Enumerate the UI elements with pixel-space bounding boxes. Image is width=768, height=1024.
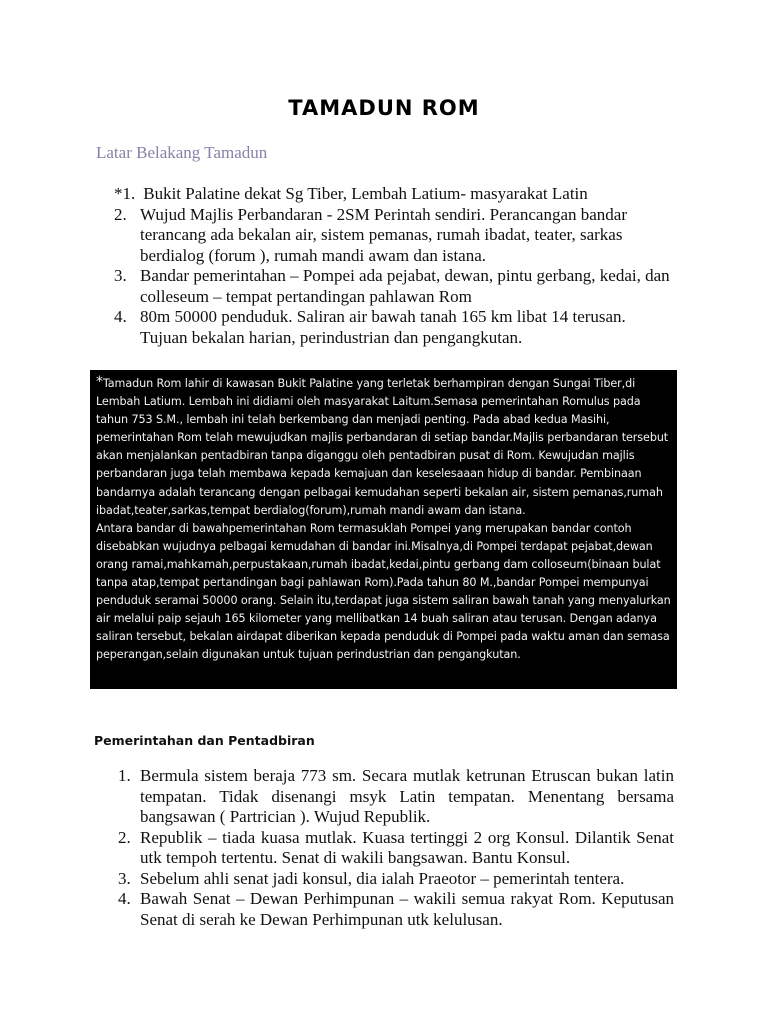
list-item-text: Bermula sistem beraja 773 sm. Secara mutlak ketrunan Etruscan bukan latin tempatan. Tidak disenangi msyk Latin tempatan. Menentang bersama bangsawan ( Partrician ). Wujud Republik. <box>140 766 674 826</box>
list-item-number: 2. <box>114 204 127 224</box>
section-heading-latar-belakang: Latar Belakang Tamadun <box>96 143 268 162</box>
list-item-text: Republik – tiada kuasa mutlak. Kuasa tertinggi 2 org Konsul. Dilantik Senat utk tempoh tertentu. Senat di wakili bangsawan. Bantu Konsul. <box>140 827 674 867</box>
list-item <box>114 184 674 205</box>
list-item-number: 4. <box>114 307 127 326</box>
pemerintahan-list <box>118 766 674 930</box>
list-item-number: 3. <box>114 266 127 285</box>
list-item-text: Bukit Palatine dekat Sg Tiber, Lembah Latium- masyarakat Latin <box>143 184 588 203</box>
list-item <box>118 828 674 869</box>
list-item <box>114 307 674 348</box>
list-item-text: Wujud Majlis Perbandaran - 2SM Perintah sendiri. Perancangan bandar terancang ada bekalan air, sistem pemanas, rumah ibadat, teater, sarkas berdialog (forum ), rumah mandi awam dan istana. <box>140 204 627 265</box>
document-title: TAMADUN ROM <box>288 96 480 120</box>
list-item-number: 1. <box>118 766 131 785</box>
note-paragraph <box>96 375 671 520</box>
list-item-text: Bawah Senat – Dewan Perhimpunan – wakili semua rakyat Rom. Keputusan Senat di serah ke Dewan Perhimpunan utk kelulusan. <box>140 889 674 929</box>
list-item-text: 80m 50000 penduduk. Saliran air bawah tanah 165 km libat 14 terusan. Tujuan bekalan harian, perindustrian dan pengangkutan. <box>140 307 626 347</box>
list-item-number: 3. <box>118 868 131 888</box>
note-paragraph-text: Tamadun Rom lahir di kawasan Bukit Palatine yang terletak berhampiran dengan Sungai Tiber,di Lembah Latium. Lembah ini didiami oleh masyarakat Laitum.Semasa pemerintahan Romulus pada tahun 753 S.M., lembah ini telah berkembang dan menjadi penting. Pada abad kedua Masihi, pemerintahan Rom telah mewujudkan majlis perbandaran di setiap bandar.Majlis perbandaran tersebut akan menjalankan pentadbiran tanpa diganggu oleh pentadbiran pusat di Rom. Kewujudan majlis perbandaran juga telah membawa kepada kemajuan dan keselesaaan hidup di bandar. Pembinaan bandarnya adalah terancang dengan pelbagai kemudahan seperti bekalan air, sistem pemanas,rumah ibadat,teater,sarkas,tempat berdialog(forum),rumah mandi awam dan istana. <box>96 377 669 517</box>
list-item-number: 2. <box>118 827 131 847</box>
note-paragraph: Antara bandar di bawahpemerintahan Rom termasuklah Pompei yang merupakan bandar contoh disebabkan wujudnya pelbagai kemudahan di bandar ini.Misalnya,di Pompei terdapat pejabat,dewan orang ramai,mahkamah,perpustakaan,rumah ibadat,kedai,pintu gerbang dam colloseum(binaan bulat tanpa atap,tempat pertandingan bagi pahlawan Rom).Pada tahun 80 M.,bandar Pompei mempunyai penduduk seramai 50000 orang. Selain itu,terdapat juga sistem saliran bawah tanah yang menyalurkan air melalui paip sejauh 165 kilometer yang mellibatkan 14 buah saliran atau terusan. Dengan adanya saliran tersebut, bekalan airdapat diberikan kepada penduduk di Pompei pada waktu aman dan semasa peperangan,selain digunakan untuk tujuan perindustrian dan pengangkutan. <box>96 521 671 662</box>
list-item <box>114 266 674 307</box>
section-heading-pemerintahan: Pemerintahan dan Pentadbiran <box>94 733 315 748</box>
list-item <box>118 869 674 890</box>
latar-belakang-list <box>114 184 674 348</box>
list-item-number: *1. <box>114 184 136 203</box>
list-item <box>118 889 674 930</box>
note-box <box>90 370 677 689</box>
list-item <box>118 766 674 828</box>
list-item-text: Sebelum ahli senat jadi konsul, dia ialah Praeotor – pemerintah tentera. <box>140 868 625 888</box>
list-item <box>114 205 674 267</box>
list-item-number: 4. <box>118 889 131 908</box>
list-item-text: Bandar pemerintahan – Pompei ada pejabat, dewan, pintu gerbang, kedai, dan colleseum – tempat pertandingan pahlawan Rom <box>140 266 670 306</box>
asterisk-marker: * <box>96 374 103 390</box>
